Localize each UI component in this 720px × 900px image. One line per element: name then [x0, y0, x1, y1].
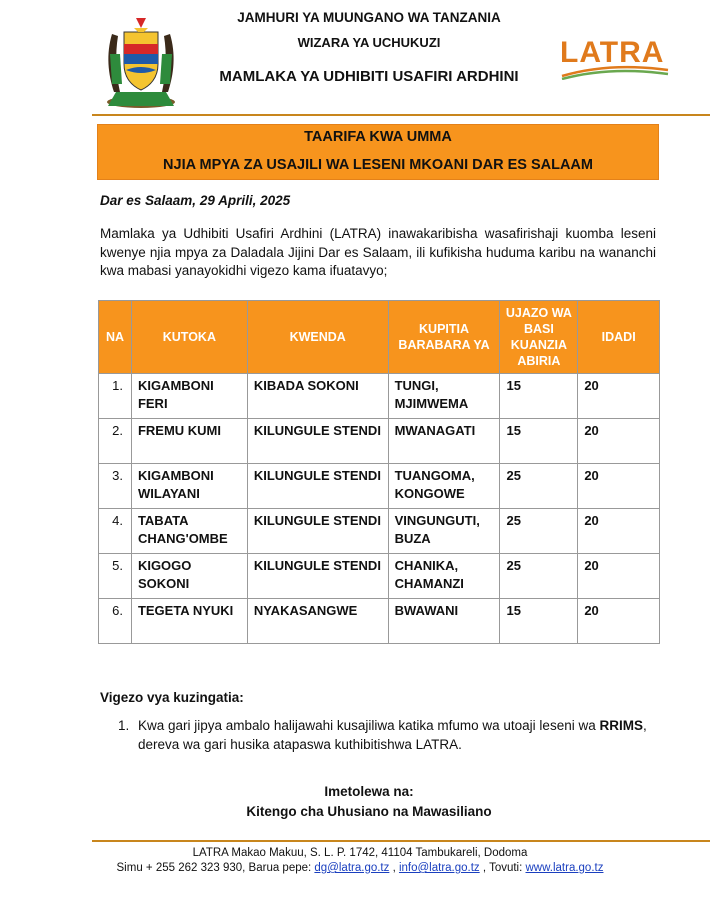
cell-kwenda: KILUNGULE STENDI [247, 554, 388, 599]
cell-na: 1. [99, 374, 132, 419]
cell-kwenda: KILUNGULE STENDI [247, 509, 388, 554]
cell-kwenda: KILUNGULE STENDI [247, 464, 388, 509]
cell-idadi: 20 [578, 464, 660, 509]
cell-na: 5. [99, 554, 132, 599]
table-header-row [99, 301, 660, 374]
issuing-unit: Kitengo cha Uhusiano na Mawasiliano [246, 804, 492, 819]
email-link-info[interactable]: info@latra.go.tz [398, 862, 480, 874]
notice-subtitle: NJIA MPYA ZA USAJILI WA LESENI MKOANI DAR ES SALAAM [163, 157, 593, 173]
cell-kupitia: MWANAGATI [388, 419, 500, 464]
footer-address: LATRA Makao Makuu, S. L. P. 1742, 41104 Tambukareli, Dodoma [192, 847, 528, 859]
issued-by-label: Imetolewa na: [324, 784, 414, 799]
col-header-idadi: IDADI [578, 301, 660, 374]
cell-kupitia: TUNGI, MJIMWEMA [388, 374, 500, 419]
dateline: Dar es Salaam, 29 Aprili, 2025 [100, 193, 291, 208]
cell-ujazo: 25 [500, 464, 578, 509]
cell-kupitia: TUANGOMA, KONGOWE [388, 464, 500, 509]
cell-kutoka: TABATA CHANG'OMBE [131, 509, 247, 554]
table-row [99, 509, 660, 554]
routes-table [98, 300, 660, 644]
cell-ujazo: 15 [500, 374, 578, 419]
intro-paragraph: Mamlaka ya Udhibiti Usafiri Ardhini (LATRA) inawakaribisha wasafirishaji kuomba leseni kwenye njia mpya za Daladala Jijini Dar es Salaam, ili kufikisha huduma karibu na wananchi kwa mabasi yanayokidhi vigezo kama ifuatavyo; [100, 226, 656, 278]
cell-na: 6. [99, 599, 132, 644]
cell-kwenda: KILUNGULE STENDI [247, 419, 388, 464]
table-row [99, 419, 660, 464]
website-link[interactable]: www.latra.go.tz [525, 862, 604, 874]
cell-ujazo: 25 [500, 554, 578, 599]
latra-logo [560, 38, 672, 82]
cell-na: 4. [99, 509, 132, 554]
cell-kupitia: BWAWANI [388, 599, 500, 644]
condition-item [118, 716, 658, 754]
cell-idadi: 20 [578, 374, 660, 419]
cell-kupitia: VINGUNGUTI, BUZA [388, 509, 500, 554]
condition-number: 1. [118, 718, 130, 733]
footer-phone: Simu + 255 262 323 930, Barua pepe: [116, 862, 315, 874]
condition-text-after: , dereva wa gari husika atapaswa kuthibitishwa LATRA. [138, 718, 647, 752]
cell-kutoka: KIGAMBONI WILAYANI [131, 464, 247, 509]
col-header-ujazo: UJAZO WA BASI KUANZIA ABIRIA [500, 301, 578, 374]
cell-ujazo: 15 [500, 419, 578, 464]
latra-logo-text: LATRA [560, 36, 665, 69]
cell-na: 3. [99, 464, 132, 509]
col-header-na: NA [99, 301, 132, 374]
cell-idadi: 20 [578, 554, 660, 599]
header-divider [92, 114, 710, 116]
col-header-kupitia: KUPITIA BARABARA YA [388, 301, 500, 374]
col-header-kutoka: KUTOKA [131, 301, 247, 374]
table-row [99, 554, 660, 599]
letterhead [0, 0, 720, 112]
footer-website-label: , Tovuti: [479, 862, 526, 874]
col-header-kwenda: KWENDA [247, 301, 388, 374]
condition-system-name: RRIMS [599, 718, 643, 733]
coat-of-arms-icon [100, 14, 182, 110]
cell-idadi: 20 [578, 509, 660, 554]
condition-text [138, 716, 658, 754]
cell-na: 2. [99, 419, 132, 464]
header-country: JAMHURI YA MUUNGANO WA TANZANIA [237, 10, 501, 25]
logo-swoosh-icon [560, 64, 672, 80]
table-row [99, 464, 660, 509]
cell-ujazo: 25 [500, 509, 578, 554]
cell-kwenda: NYAKASANGWE [247, 599, 388, 644]
cell-kutoka: TEGETA NYUKI [131, 599, 247, 644]
footer-separator: , [389, 862, 399, 874]
cell-ujazo: 15 [500, 599, 578, 644]
email-link-dg[interactable]: dg@latra.go.tz [314, 862, 390, 874]
cell-kutoka: FREMU KUMI [131, 419, 247, 464]
cell-idadi: 20 [578, 599, 660, 644]
table-row [99, 374, 660, 419]
cell-kutoka: KIGOGO SOKONI [131, 554, 247, 599]
cell-kwenda: KIBADA SOKONI [247, 374, 388, 419]
cell-kutoka: KIGAMBONI FERI [131, 374, 247, 419]
footer-contacts [0, 862, 720, 874]
notice-banner [97, 124, 659, 180]
condition-text-before: Kwa gari jipya ambalo halijawahi kusajiliwa katika mfumo wa utoaji leseni wa [138, 718, 600, 733]
cell-kupitia: CHANIKA, CHAMANZI [388, 554, 500, 599]
header-authority: MAMLAKA YA UDHIBITI USAFIRI ARDHINI [219, 68, 519, 85]
conditions-title: Vigezo vya kuzingatia: [100, 690, 244, 705]
cell-idadi: 20 [578, 419, 660, 464]
header-ministry: WIZARA YA UCHUKUZI [297, 35, 441, 50]
notice-title: TAARIFA KWA UMMA [304, 129, 452, 145]
footer-divider [92, 840, 710, 842]
table-row [99, 599, 660, 644]
